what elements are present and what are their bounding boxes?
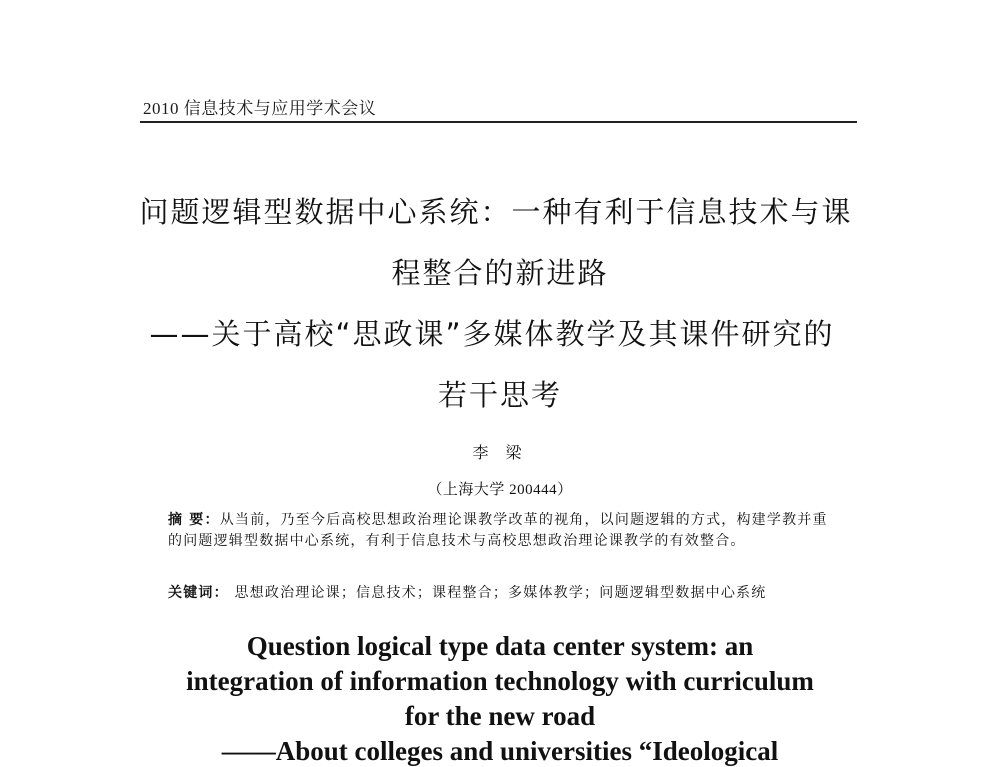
- title-line-2: 程整合的新进路: [391, 256, 609, 290]
- abstract-text: 从当前，乃至今后高校思想政治理论课教学改革的视角，以问题逻辑的方式，构建学教并重的问题逻辑型数据中心系统，有利于信息技术与高校思想政治理论课教学的有效整合。: [168, 512, 828, 549]
- keywords-label: 关键词：: [168, 585, 229, 601]
- english-title-line-4: ——About colleges and universities “Ideological: [221, 736, 779, 766]
- keywords: [168, 583, 828, 604]
- running-header: 2010 信息技术与应用学术会议: [143, 99, 377, 118]
- title-line-1: 问题逻辑型数据中心系统：一种有利于信息技术与课: [139, 195, 853, 229]
- author-name: 李 梁: [472, 443, 528, 462]
- abstract: [168, 510, 828, 552]
- keywords-text: 思想政治理论课；信息技术；课程整合；多媒体教学；问题逻辑型数据中心系统: [228, 585, 767, 601]
- header-rule: [140, 121, 857, 123]
- title-line-4: 若干思考: [437, 378, 562, 412]
- title-line-3: ——关于高校“思政课”多媒体教学及其课件研究的: [149, 317, 835, 351]
- abstract-label: 摘 要：: [168, 512, 220, 528]
- english-title-line-2: integration of information technology with curriculum: [186, 666, 814, 696]
- author-affiliation: （上海大学 200444）: [427, 482, 573, 498]
- english-title-line-3: for the new road: [404, 701, 596, 731]
- english-title-line-1: Question logical type data center system: an: [246, 631, 754, 661]
